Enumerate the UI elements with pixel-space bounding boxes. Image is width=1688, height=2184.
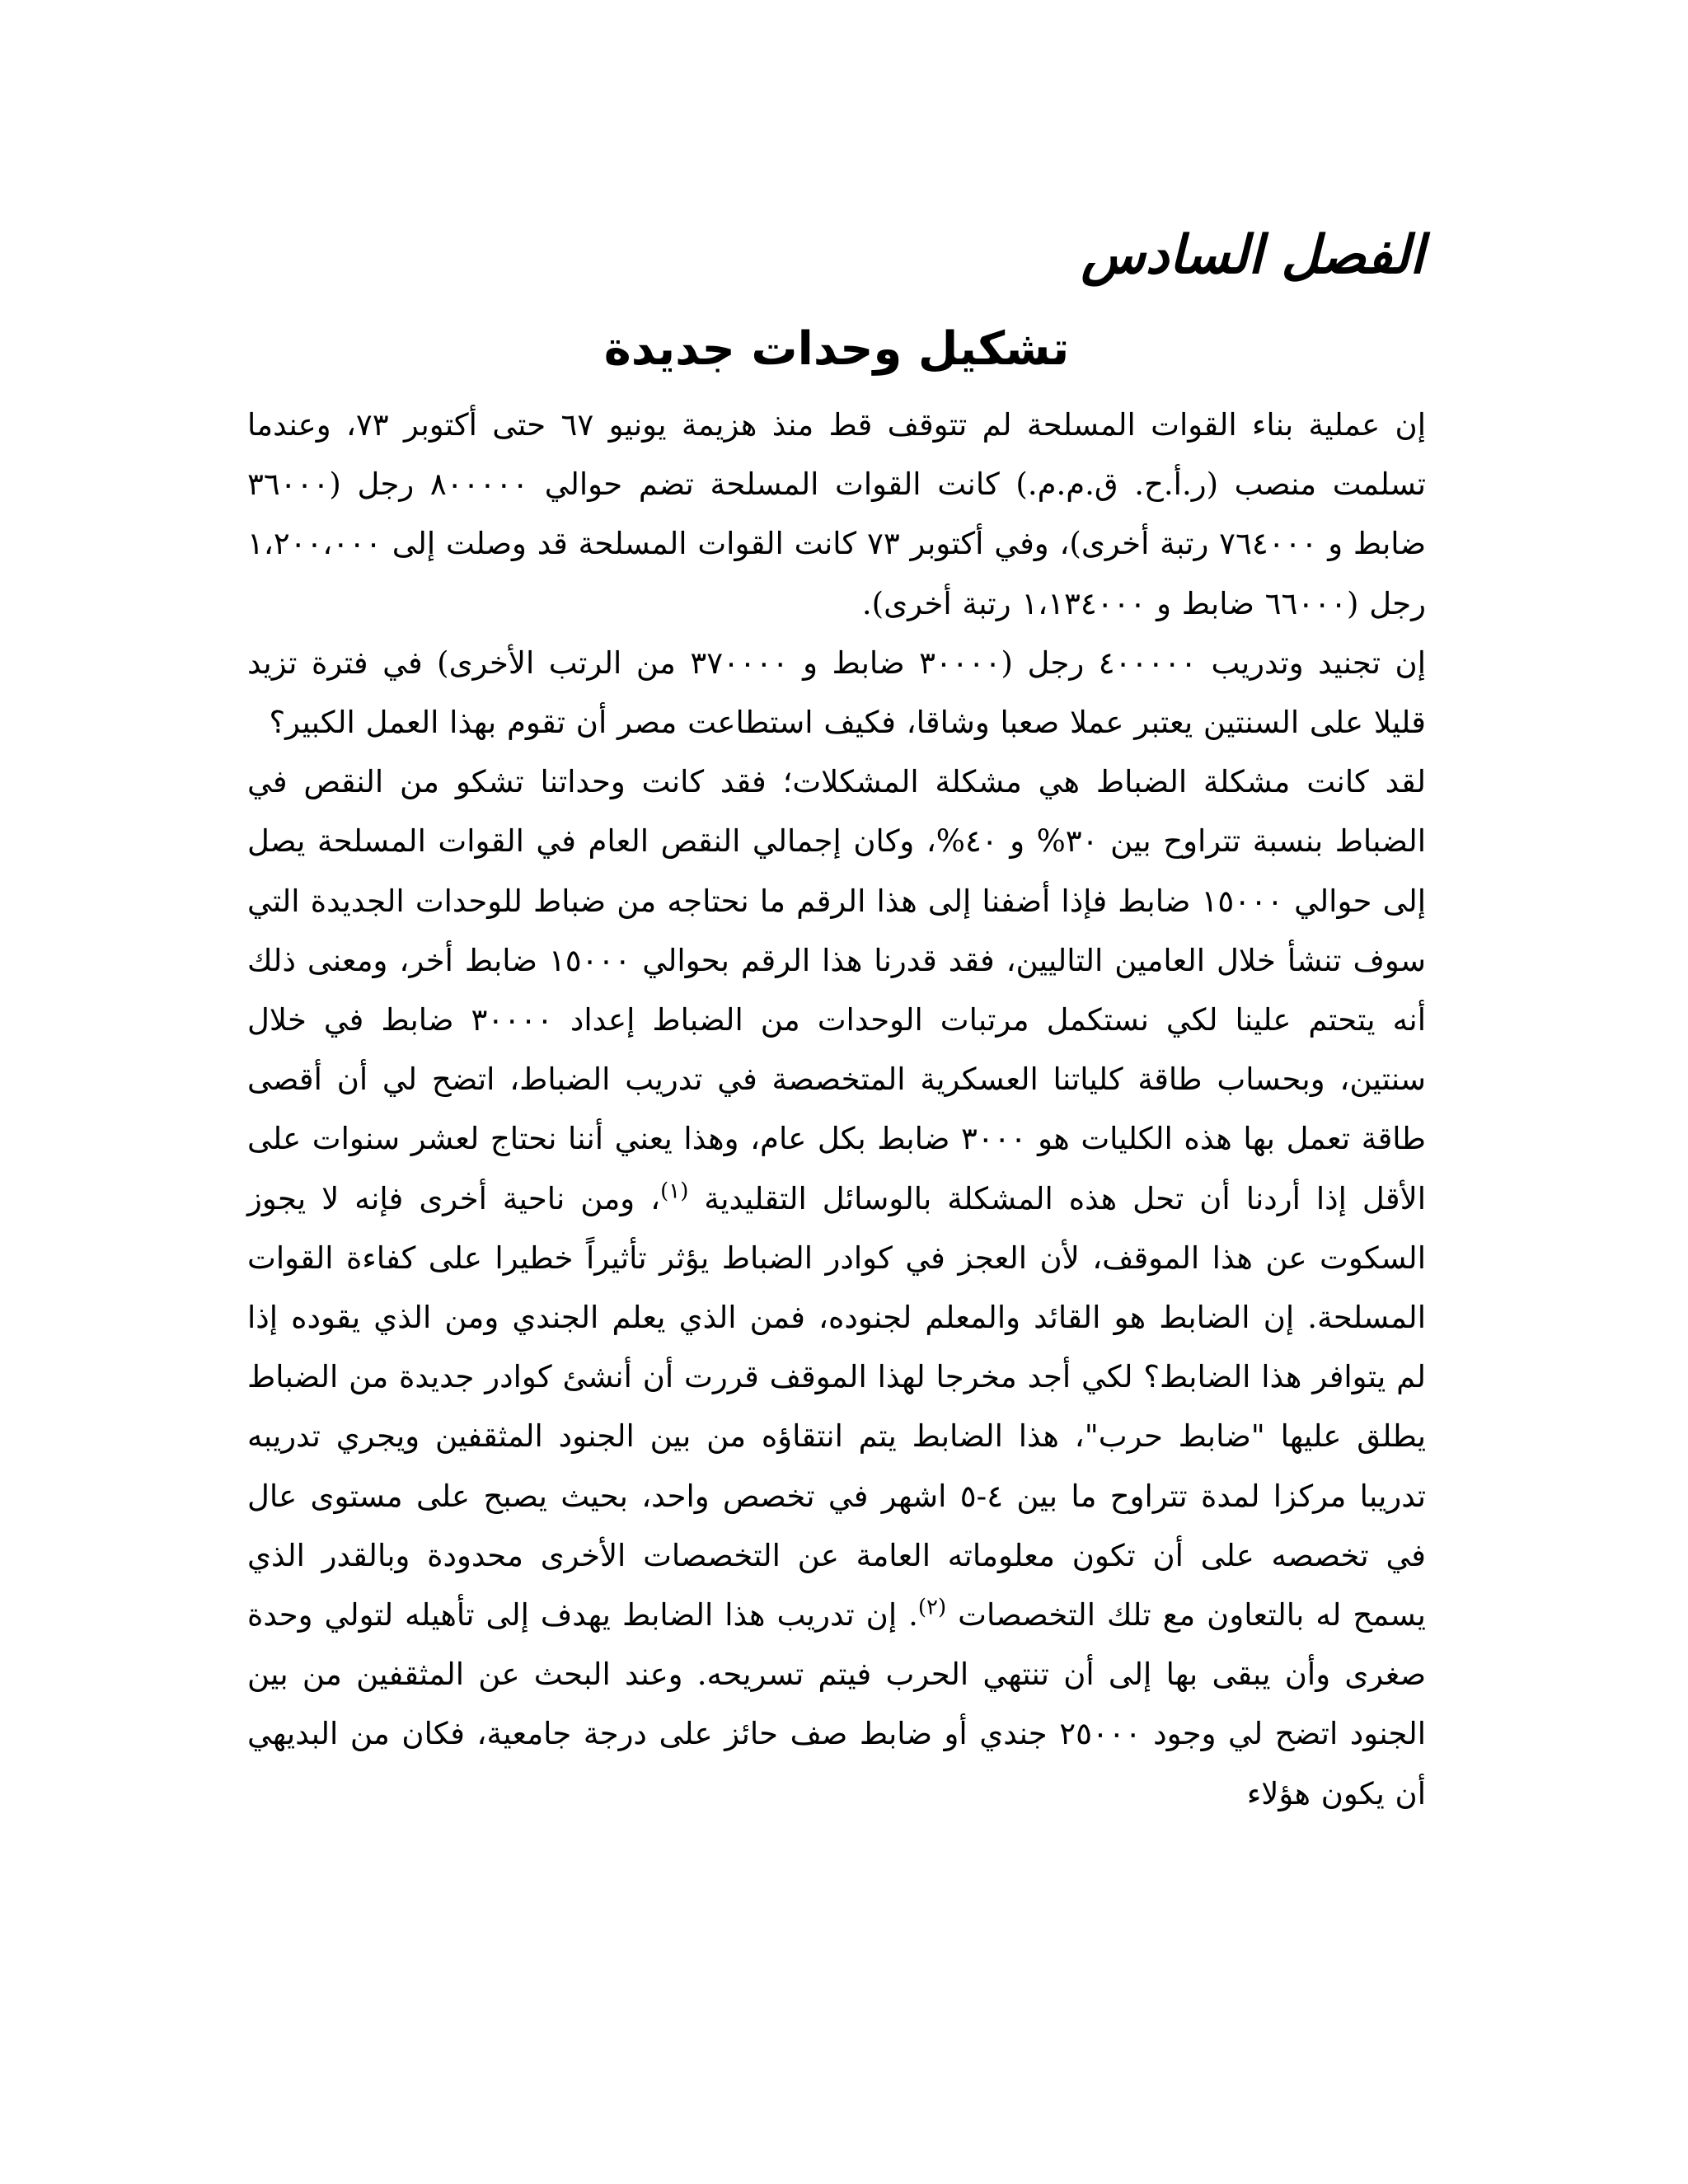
paragraph-text-segment: لقد كانت مشكلة الضباط هي مشكلة المشكلات؛ فقد كانت وحداتنا تشكو من النقص في الضباط بنسبة تتراوح بين ٣٠% و ٤٠%، وكان إجمالي النقص العام في القوات المسلحة يصل إلى حوالي ١٥٠٠٠ ضابط فإذا أضفنا إلى هذا الرقم ما نحتاجه من ضباط للوحدات الجديدة التي سوف تنشأ خلال العامين التاليين، فقد قدرنا هذا الرقم بحوالي ١٥٠٠٠ ضابط أخر، ومعنى ذلك أنه يتحتم علينا لكي نستكمل مرتبات الوحدات من الضباط إعداد ٣٠٠٠٠ ضابط في خلال سنتين، وبحساب طاقة كلياتنا العسكرية المتخصصة في تدريب الضباط، اتضح لي أن أقصى طاقة تعمل بها هذه الكليات هو ٣٠٠٠ ضابط بكل عام، وهذا يعني أننا نحتاج لعشر سنوات على الأقل إذا أردنا أن تحل هذه المشكلة بالوسائل التقليدية <box>247 764 1427 1216</box>
document-page <box>247 214 1426 2093</box>
paragraph-text-segment: . إن تدريب هذا الضابط يهدف إلى تأهيله لتولي وحدة صغرى وأن يبقى بها إلى أن تنتهي الحرب فيتم تسريحه. وعند البحث عن المثقفين من بين الجنود اتضح لي وجود ٢٥٠٠٠ جندي أو ضابط صف حائز على درجة جامعية، فكان من البديهي أن يكون هؤلاء <box>247 1597 1426 1811</box>
body-paragraph-3 <box>247 752 1426 1824</box>
footnote-reference-1[interactable]: (١) <box>660 1179 689 1204</box>
section-title: تشكيل وحدات جديدة <box>603 322 1070 376</box>
paragraph-text-segment: ، ومن ناحية أخرى فإنه لا يجوز السكوت عن هذا الموقف، لأن العجز في كوادر الضباط يؤثر تأثيراً خطيرا على كفاءة القوات المسلحة. إن الضابط هو القائد والمعلم لجنوده، فمن الذي يعلم الجندي ومن الذي يقوده إذا لم يتوافر هذا الضابط؟ لكي أجد مخرجا لهذا الموقف قررت أن أنشئ كوادر جديدة من الضباط يطلق عليها "ضابط حرب"، هذا الضابط يتم انتقاؤه من بين الجنود المثقفين ويجري تدريبه تدريبا مركزا لمدة تتراوح ما بين ٤-٥ اشهر في تخصص واحد، بحيث يصبح على مستوى عال في تخصصه على أن تكون معلوماته العامة عن التخصصات الأخرى محدودة وبالقدر الذي يسمح له بالتعاون مع تلك التخصصات <box>247 1180 1426 1633</box>
body-paragraph-1: إن عملية بناء القوات المسلحة لم تتوقف قط منذ هزيمة يونيو ٦٧ حتى أكتوبر ٧٣، وعندما تسلمت منصب (ر.أ.ح. ق.م.م.) كانت القوات المسلحة تضم حوالي ٨٠٠٠٠٠ رجل (٣٦٠٠٠ ضابط و ٧٦٤٠٠٠ رتبة أخرى)، وفي أكتوبر ٧٣ كانت القوات المسلحة قد وصلت إلى ١،٢٠٠،٠٠٠ رجل (٦٦٠٠٠ ضابط و ١،١٣٤٠٠٠ رتبة أخرى). <box>247 407 1427 621</box>
chapter-heading: الفصل السادس <box>1081 224 1424 286</box>
footnote-reference-2[interactable]: (٢) <box>917 1595 947 1620</box>
body-paragraph-2: إن تجنيد وتدريب ٤٠٠٠٠٠ رجل (٣٠٠٠٠ ضابط و ٣٧٠٠٠٠ من الرتب الأخرى) في فترة تزيد قليلا على السنتين يعتبر عملا صعبا وشاقا، فكيف استطاعت مصر أن تقوم بهذا العمل الكبير؟ <box>247 644 1427 741</box>
